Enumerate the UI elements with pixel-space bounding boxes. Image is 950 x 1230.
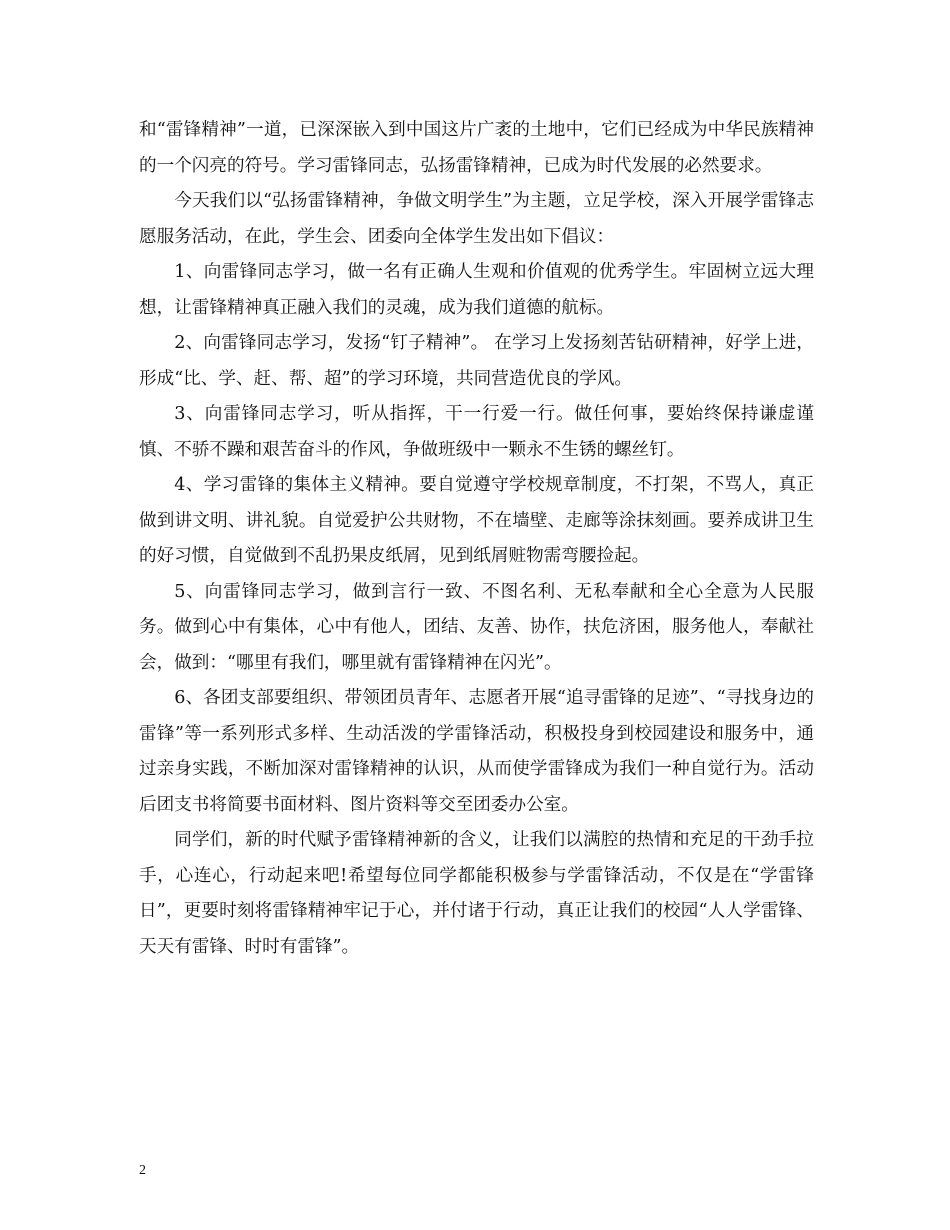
paragraph-item-1: 1、向雷锋同志学习，做一名有正确人生观和价值观的优秀学生。牢固树立远大理想，让雷锋精神真正融入我们的灵魂，成为我们道德的航标。 — [139, 262, 814, 318]
paragraph-item-5: 5、向雷锋同志学习，做到言行一致、不图名利、无私奉献和全心全意为人民服务。做到心中有集体，心中有他人，团结、友善、协作，扶危济困，服务他人，奉献社会，做到：“哪里有我们，哪里就有雷锋精神在闪光”。 — [139, 581, 814, 673]
paragraph-closing: 同学们，新的时代赋予雷锋精神新的含义，让我们以满腔的热情和充足的干劲手拉手，心连心，行动起来吧!希望每位同学都能积极参与学雷锋活动，不仅是在“学雷锋日”，更要时刻将雷锋精神牢记于心，并付诸于行动，真正让我们的校园“人人学雷锋、天天有雷锋、时时有雷锋”。 — [139, 830, 814, 957]
paragraph-item-4: 4、学习雷锋的集体主义精神。要自觉遵守学校规章制度，不打架，不骂人，真正做到讲文明、讲礼貌。自觉爱护公共财物，不在墙壁、走廊等涂抹刻画。要养成讲卫生的好习惯，自觉做到不乱扔果皮纸屑，见到纸屑赃物需弯腰捡起。 — [139, 475, 814, 566]
paragraph-item-2: 2、向雷锋同志学习，发扬“钉子精神”。 在学习上发扬刻苦钻研精神，好学上进，形成“比、学、赶、帮、超”的学习环境，共同营造优良的学风。 — [139, 333, 814, 389]
paragraph-item-3: 3、向雷锋同志学习，听从指挥，干一行爱一行。做任何事，要始终保持谦虚谨慎、不骄不躁和艰苦奋斗的作风，争做班级中一颗永不生锈的螺丝钉。 — [139, 404, 814, 460]
paragraph-item-6: 6、各团支部要组织、带领团员青年、志愿者开展“追寻雷锋的足迹”、“寻找身边的雷锋”等一系列形式多样、生动活泼的学雷锋活动，积极投身到校园建设和服务中，通过亲身实践，不断加深对雷锋精神的认识，从而使学雷锋成为我们一种自觉行为。活动后团支书将简要书面材料、图片资料等交至团委办公室。 — [139, 688, 814, 815]
paragraph-intro: 今天我们以“弘扬雷锋精神，争做文明学生”为主题，立足学校，深入开展学雷锋志愿服务活动，在此，学生会、团委向全体学生发出如下倡议： — [139, 191, 814, 247]
paragraph-continuation: 和“雷锋精神”一道，已深深嵌入到中国这片广袤的土地中，它们已经成为中华民族精神的一个闪亮的符号。学习雷锋同志，弘扬雷锋精神，已成为时代发展的必然要求。 — [139, 120, 814, 176]
page-number: 2 — [139, 1163, 146, 1178]
document-body — [139, 113, 814, 965]
